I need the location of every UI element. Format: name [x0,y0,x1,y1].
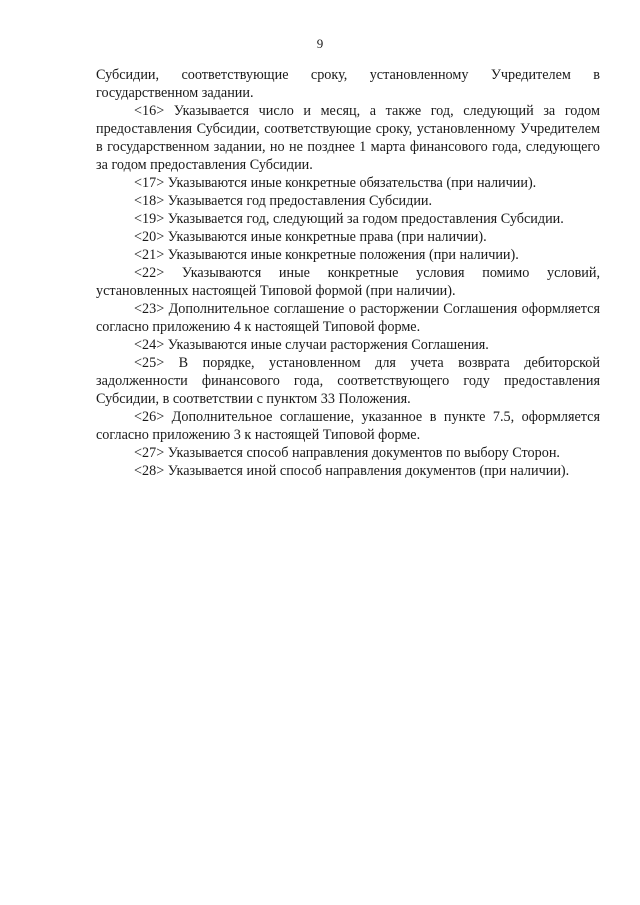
footnote-21: <21> Указываются иные конкретные положения (при наличии). [134,247,519,263]
footnote-22: <22> Указываются иные конкретные условия помимо условий, установленных настоящей Типовой формой (при наличии). [96,265,600,299]
footnote-17: <17> Указываются иные конкретные обязательства (при наличии). [134,175,537,191]
footnote-20: <20> Указываются иные конкретные права (при наличии). [134,229,487,245]
footnote-25: <25> В порядке, установленном для учета возврата дебиторской задолженности финансового года, соответствующего году предоставления Субсидии, в соответствии с пунктом 33 Положения. [96,355,600,407]
footnote-23: <23> Дополнительное соглашение о расторжении Соглашения оформляется согласно приложению 4 к настоящей Типовой форме. [96,301,600,335]
footnote-26: <26> Дополнительное соглашение, указанное в пункте 7.5, оформляется согласно приложению 3 к настоящей Типовой форме. [96,409,600,443]
footnote-18: <18> Указывается год предоставления Субсидии. [134,193,433,209]
footnote-19: <19> Указывается год, следующий за годом предоставления Субсидии. [134,211,564,227]
footnote-28: <28> Указывается иной способ направления документов (при наличии). [134,463,570,479]
footnote-16: <16> Указывается число и месяц, а также год, следующий за годом предоставления Субсидии, соответствующие сроку, установленному Учредителем в государственном задании, но не позднее 1 марта финансового года, следующего за годом предоставления Субсидии. [96,103,600,173]
footnote-24: <24> Указываются иные случаи расторжения Соглашения. [134,337,489,353]
footnote-27: <27> Указывается способ направления документов по выбору Сторон. [134,445,560,461]
footnotes-body [96,66,600,480]
footnote-continuation: Субсидии, соответствующие сроку, установленному Учредителем в государственном задании. [96,67,600,101]
page-number: 9 [316,36,324,51]
